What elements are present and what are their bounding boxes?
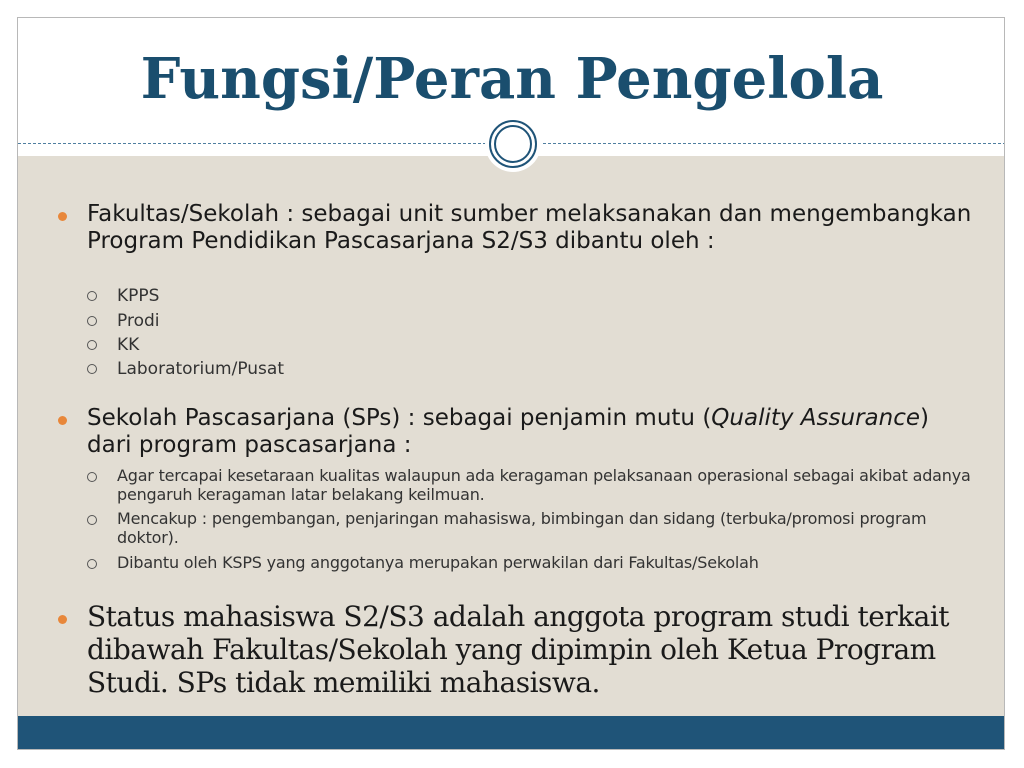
- bullet-1-subitem: Laboratorium/Pusat: [117, 359, 284, 379]
- slide-title: Fungsi/Peran Pengelola: [140, 46, 884, 112]
- bullet-2-subitem: Agar tercapai kesetaraan kualitas walaupun ada keragaman pelaksanaan operasional sebagai akibat adanya pengaruh keragaman latar belakang keilmuan.: [117, 466, 971, 504]
- bullet-2-text-after: ) dari program pascasarjana :: [87, 405, 929, 458]
- bullet-dot: [58, 615, 67, 624]
- bullet-2-text-before: Sekolah Pascasarjana (SPs) : sebagai penjamin mutu (: [87, 405, 712, 431]
- circle-bullet-icon: [87, 291, 97, 301]
- bullet-2-text: [87, 405, 977, 459]
- bullet-dot: [58, 416, 67, 425]
- bullet-1-subitem: Prodi: [117, 311, 160, 331]
- circle-bullet-icon: [87, 472, 97, 482]
- bullet-dot: [58, 212, 67, 221]
- bullet-1-subitem: KK: [117, 335, 140, 355]
- circle-bullet-icon: [87, 559, 97, 569]
- circle-bullet-icon: [87, 340, 97, 350]
- bullet-2-subitem: Dibantu oleh KSPS yang anggotanya merupakan perwakilan dari Fakultas/Sekolah: [117, 553, 759, 572]
- circle-bullet-icon: [87, 364, 97, 374]
- circle-bullet-icon: [87, 515, 97, 525]
- bullet-2-subitem: Mencakup : pengembangan, penjaringan mahasiswa, bimbingan dan sidang (terbuka/promosi program doktor).: [117, 509, 927, 547]
- content-panel: [18, 156, 1005, 716]
- bullet-2-text-italic: Quality Assurance: [711, 405, 920, 431]
- circle-inner-icon: [494, 125, 532, 163]
- bullet-1-subitem: KPPS: [117, 286, 160, 306]
- slide: [17, 17, 1005, 750]
- circle-bullet-icon: [87, 316, 97, 326]
- bullet-1-text: Fakultas/Sekolah : sebagai unit sumber melaksanakan dan mengembangkan Program Pendidikan Pascasarjana S2/S3 dibantu oleh :: [87, 201, 972, 254]
- footer-bar: [18, 716, 1005, 750]
- bullet-3-text: Status mahasiswa S2/S3 adalah anggota program studi terkait dibawah Fakultas/Sekolah yang dipimpin oleh Ketua Program Studi. SPs tidak memiliki mahasiswa.: [87, 600, 950, 699]
